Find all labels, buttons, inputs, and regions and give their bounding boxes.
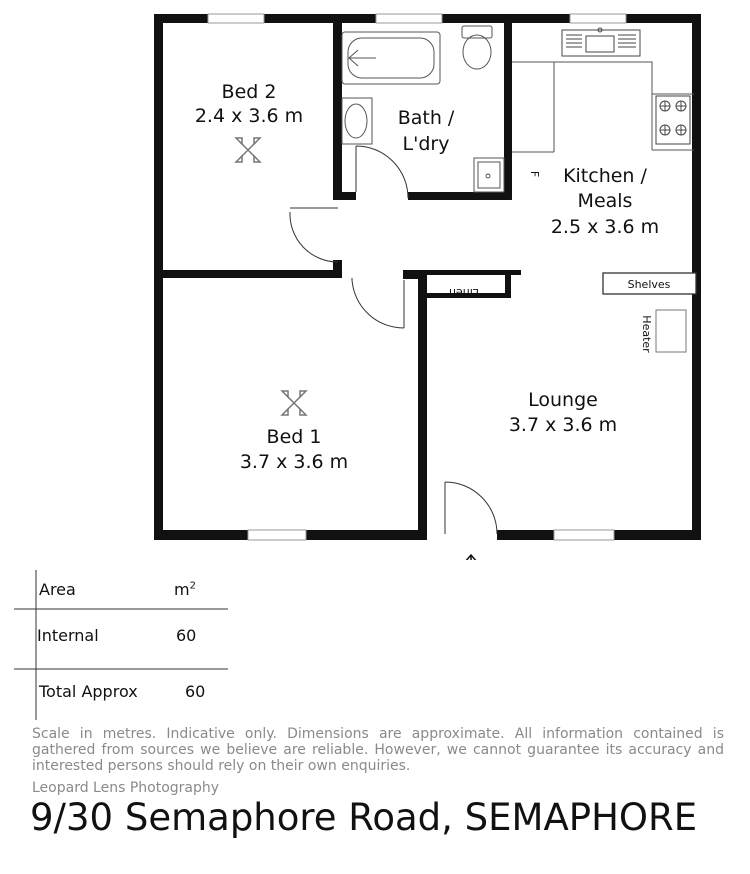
kitchen-name-line1: Kitchen / — [563, 165, 647, 187]
bathtub-icon — [342, 32, 440, 84]
heater-box — [656, 310, 686, 352]
internal-label: Internal — [37, 626, 99, 645]
total-value: 60 — [185, 682, 206, 701]
area-unit-power: 2 — [189, 580, 196, 592]
basin-icon — [342, 98, 372, 144]
bed1-size: 3.7 x 3.6 m — [239, 451, 349, 473]
bath-name-line2: L'dry — [402, 133, 450, 155]
kitchen-bench — [512, 62, 694, 152]
laundry-sink-icon — [474, 158, 504, 192]
entry-arrow-icon — [458, 555, 484, 560]
doors — [290, 146, 497, 534]
shelves-label: Shelves — [627, 278, 671, 291]
internal-value: 60 — [176, 626, 197, 645]
ceiling-fan-icon — [282, 391, 306, 415]
heater-label: Heater — [640, 315, 653, 353]
bed2-size: 2.4 x 3.6 m — [194, 105, 304, 127]
linen-label: Linen — [449, 286, 479, 299]
photography-credit: Leopard Lens Photography — [32, 780, 220, 796]
kitchen-size: 2.5 x 3.6 m — [550, 216, 660, 238]
total-label: Total Approx — [39, 682, 138, 701]
area-unit — [174, 580, 196, 599]
sink-icon — [562, 28, 640, 56]
lounge-size: 3.7 x 3.6 m — [508, 414, 618, 436]
area-unit-base: m — [174, 580, 190, 599]
property-address: 9/30 Semaphore Road, SEMAPHORE — [30, 796, 698, 839]
lounge-name: Lounge — [528, 389, 598, 411]
bed2-name: Bed 2 — [221, 81, 277, 103]
area-table — [14, 568, 228, 720]
area-header-label: Area — [39, 580, 76, 599]
ceiling-fan-icon — [236, 138, 260, 162]
bath-name-line1: Bath / — [397, 107, 455, 129]
toilet-icon — [462, 26, 492, 69]
bed1-name: Bed 1 — [266, 426, 322, 448]
kitchen-name-line2: Meals — [577, 190, 633, 212]
cooktop-icon — [656, 96, 690, 144]
fridge-mark: F — [528, 170, 541, 178]
disclaimer-text: Scale in metres. Indicative only. Dimensions are approximate. All information contained is gathered from sources we believe are reliable. However, we cannot guarantee its accuracy and interested persons should rely on their own enquiries. — [32, 726, 724, 774]
